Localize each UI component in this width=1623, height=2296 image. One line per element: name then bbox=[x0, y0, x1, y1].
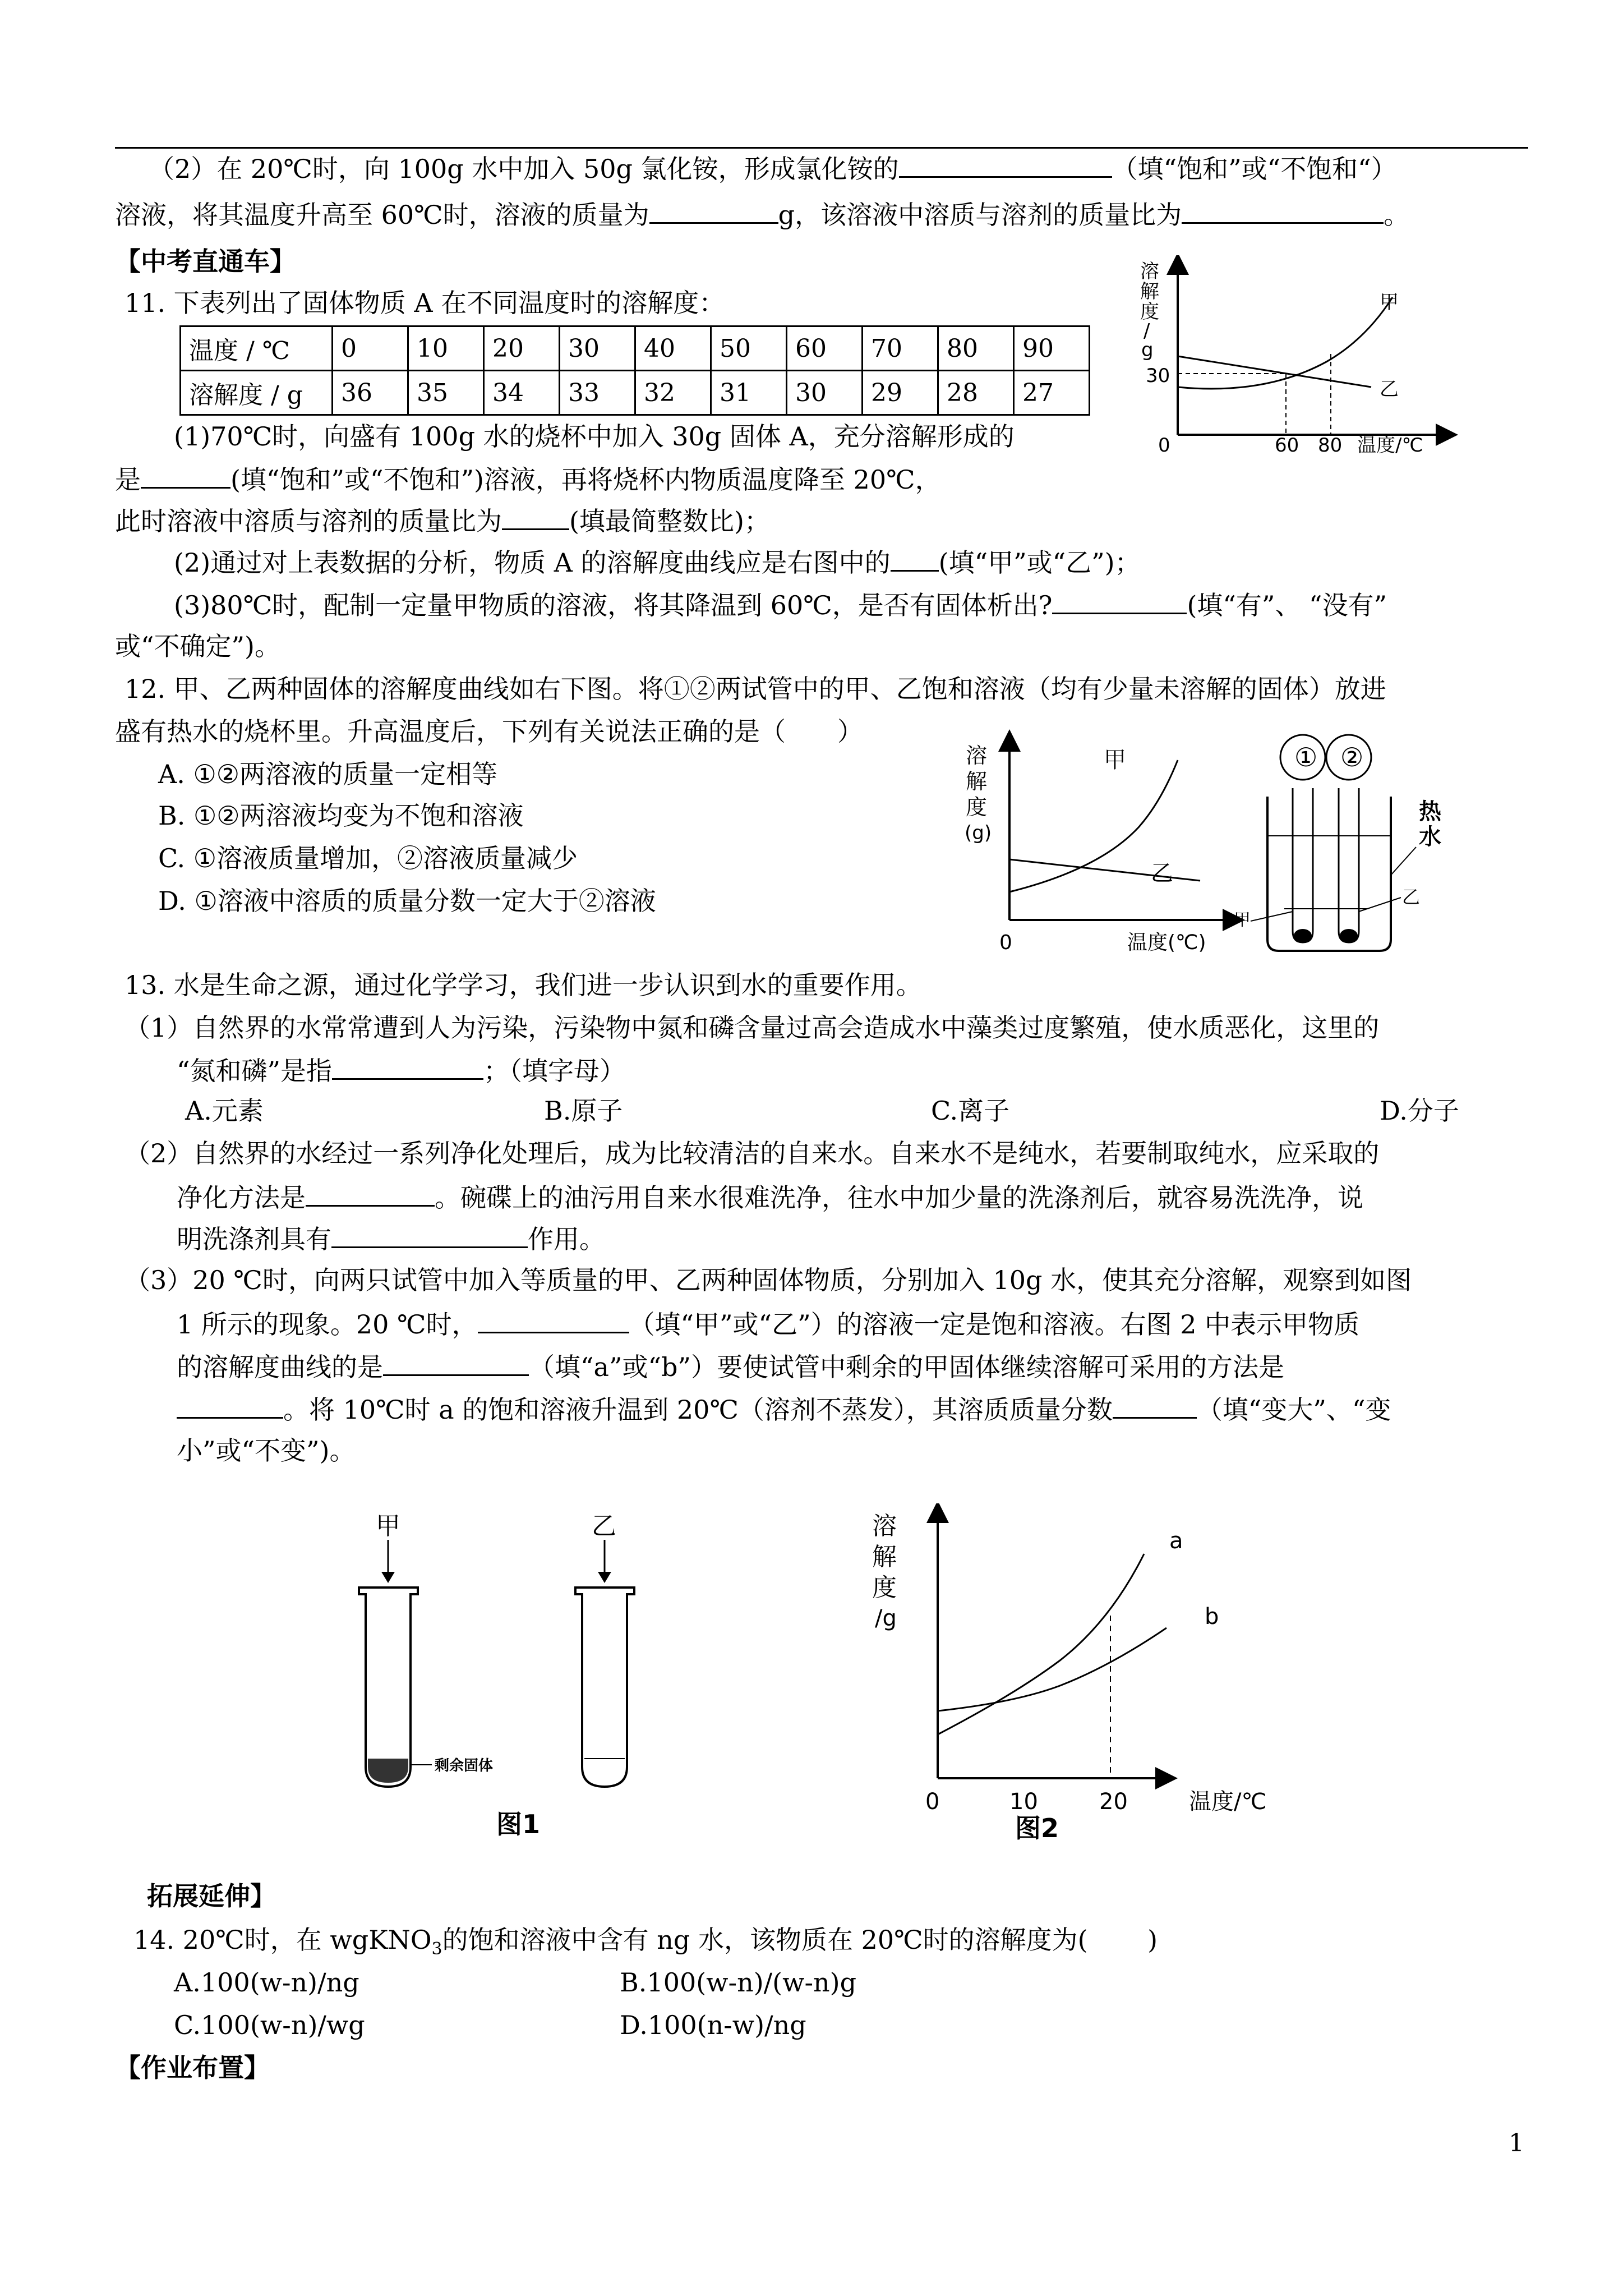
table-cell: 33 bbox=[560, 371, 635, 415]
row-label-solubility: 溶解度 / g bbox=[181, 371, 333, 415]
label-jia: 甲 bbox=[1104, 747, 1126, 773]
q12-solubility-graph bbox=[953, 729, 1245, 965]
q11-p1-line1: (1)70℃时，向盛有 100g 水的烧杯中加入 30g 固体 A，充分溶解形成的 bbox=[174, 421, 1015, 452]
figure-1-test-tubes bbox=[336, 1503, 673, 1851]
solubility-table bbox=[179, 325, 1090, 416]
svg-text:溶: 溶 bbox=[966, 743, 988, 768]
page-number: 1 bbox=[1509, 2129, 1524, 2157]
q13-p3-f: 。将 10℃时 a 的饱和溶液升温到 20℃（溶剂不蒸发），其溶质质量分数 bbox=[283, 1395, 1113, 1425]
q13-blank-5[interactable] bbox=[383, 1349, 529, 1376]
q13-p3-e: （填“a”或“b”）要使试管中剩余的甲固体继续溶解可采用的方法是 bbox=[529, 1352, 1284, 1382]
q10-text-b: （填“饱和”或“不饱和“） bbox=[1112, 154, 1397, 184]
residue-solid bbox=[368, 1759, 408, 1783]
table-cell: 30 bbox=[560, 326, 635, 371]
section-tuozhan: 拓展延伸】 bbox=[147, 1881, 276, 1911]
figure-1-caption: 图1 bbox=[496, 1809, 541, 1839]
hot-water-label-1: 热 bbox=[1419, 799, 1441, 825]
q13-blank-2[interactable] bbox=[306, 1179, 435, 1207]
tube2-label: ② bbox=[1340, 742, 1364, 772]
table-cell: 36 bbox=[333, 371, 408, 415]
table-cell: 50 bbox=[711, 326, 787, 371]
table-cell: 60 bbox=[787, 326, 863, 371]
q11-p1-d: 此时溶液中溶质与溶剂的质量比为 bbox=[115, 506, 502, 536]
label-jia: 甲 bbox=[1234, 910, 1251, 930]
x-tick-10: 10 bbox=[1009, 1789, 1038, 1815]
q12-option-a[interactable]: A. ①②两溶液的质量一定相等 bbox=[158, 759, 497, 789]
q13-option-d[interactable]: D.分子 bbox=[1380, 1096, 1459, 1126]
x-tick-60: 60 bbox=[1275, 434, 1299, 457]
figure-2-solubility-graph bbox=[830, 1503, 1312, 1851]
table-row bbox=[181, 371, 1090, 415]
q13-p2-b: 净化方法是 bbox=[177, 1182, 306, 1213]
solid-yi bbox=[1340, 929, 1358, 942]
table-cell: 70 bbox=[863, 326, 938, 371]
q11-solubility-graph bbox=[1124, 255, 1478, 468]
q13-blank-6[interactable] bbox=[177, 1391, 283, 1419]
residue-label: 剩余固体 bbox=[435, 1757, 494, 1774]
q13-p3-c: （填“甲”或“乙”）的溶液一定是饱和溶液。右图 2 中表示甲物质 bbox=[629, 1309, 1360, 1340]
q10-part2-line2 bbox=[115, 196, 1409, 232]
label-yi: 乙 bbox=[592, 1512, 616, 1540]
q11-blank-3[interactable] bbox=[891, 544, 939, 572]
q13-blank-3[interactable] bbox=[331, 1221, 528, 1248]
q13-option-b[interactable]: B.原子 bbox=[544, 1096, 623, 1126]
q13-p1-line1: （1）自然界的水常常遭到人为污染，污染物中氮和磷含量过高会造成水中藻类过度繁殖，使水质恶化，这里的 bbox=[125, 1013, 1380, 1043]
q14-subscript: 3 bbox=[431, 1939, 442, 1959]
q11-p1-line2 bbox=[115, 461, 941, 496]
table-cell: 10 bbox=[408, 326, 484, 371]
q12-option-d[interactable]: D. ①溶液中溶质的质量分数一定大于②溶液 bbox=[158, 886, 656, 916]
figure-2-caption: 图2 bbox=[1015, 1813, 1059, 1843]
label-b: b bbox=[1205, 1604, 1219, 1630]
y-axis-label bbox=[1140, 260, 1159, 361]
q13-p2-d: 明洗涤剂具有 bbox=[177, 1224, 331, 1254]
q14-stem-a: 14. 20℃时，在 wgKNO bbox=[133, 1925, 432, 1955]
q11-p1-line3 bbox=[115, 503, 770, 538]
q10-text-d: g，该溶液中溶质与溶剂的质量比为 bbox=[778, 200, 1182, 230]
q13-stem: 13. 水是生命之源，通过化学学习，我们进一步认识到水的重要作用。 bbox=[125, 970, 922, 1000]
q11-p2-a: (2)通过对上表数据的分析，物质 A 的溶解度曲线应是右图中的 bbox=[174, 547, 891, 578]
q10-part2-line1 bbox=[149, 150, 1397, 186]
table-cell: 32 bbox=[635, 371, 711, 415]
q11-p3-line1 bbox=[174, 587, 1387, 622]
q11-p2-b: (填“甲”或“乙”)； bbox=[938, 547, 1141, 578]
q11-p3-b: (填“有”、 “没有” bbox=[1187, 590, 1387, 620]
label-jia: 甲 bbox=[376, 1512, 400, 1540]
tube2 bbox=[1339, 788, 1359, 942]
table-cell: 0 bbox=[333, 326, 408, 371]
q13-p3-line3 bbox=[177, 1349, 1284, 1384]
svg-text:度: 度 bbox=[872, 1573, 897, 1602]
origin-label: 0 bbox=[925, 1789, 940, 1815]
q14-option-a[interactable]: A.100(w-n)/ng bbox=[174, 1967, 359, 1998]
q13-p3-g: （填“变大”、“变 bbox=[1196, 1395, 1391, 1425]
x-axis-label: 温度(℃) bbox=[1127, 931, 1206, 954]
q13-blank-7[interactable] bbox=[1113, 1391, 1197, 1419]
hot-water-label-2: 水 bbox=[1419, 824, 1441, 850]
row-label-temperature: 温度 / ℃ bbox=[181, 326, 333, 371]
label-yi: 乙 bbox=[1151, 861, 1173, 886]
svg-text:/g: /g bbox=[875, 1605, 897, 1631]
table-cell: 20 bbox=[484, 326, 560, 371]
pointer-jia bbox=[1251, 912, 1293, 921]
q10-text-e: 。 bbox=[1384, 200, 1410, 230]
q11-p1-b: 是 bbox=[115, 464, 141, 495]
q13-p2-line3 bbox=[177, 1221, 605, 1256]
q10-text-a: （2）在 20℃时，向 100g 水中加入 50g 氯化铵，形成氯化铵的 bbox=[149, 154, 899, 184]
svg-text:g: g bbox=[1141, 339, 1154, 361]
q12-stem-line2: 盛有热水的烧杯里。升高温度后，下列有关说法正确的是（ ） bbox=[115, 716, 863, 747]
table-cell: 90 bbox=[1014, 326, 1090, 371]
curve-b bbox=[938, 1628, 1166, 1711]
svg-text:解: 解 bbox=[872, 1543, 897, 1571]
arrow-jia-head bbox=[381, 1572, 395, 1583]
q13-p2-line1: （2）自然界的水经过一系列净化处理后，成为比较清洁的自来水。自来水不是纯水，若要制取纯水，应采取的 bbox=[125, 1138, 1380, 1168]
table-cell: 31 bbox=[711, 371, 787, 415]
q11-blank-1[interactable] bbox=[141, 461, 230, 489]
q13-p3-line2 bbox=[177, 1306, 1359, 1341]
q13-p2-line2 bbox=[177, 1179, 1363, 1214]
table-cell: 30 bbox=[787, 371, 863, 415]
label-yi: 乙 bbox=[1380, 378, 1399, 401]
y-axis-label bbox=[965, 743, 992, 844]
q13-blank-1[interactable] bbox=[332, 1052, 483, 1080]
q12-stem-line1: 12. 甲、乙两种固体的溶解度曲线如右下图。将①②两试管中的甲、乙饱和溶液（均有少量未溶解的固体）放进 bbox=[125, 674, 1386, 704]
q13-option-a[interactable]: A.元素 bbox=[185, 1096, 264, 1126]
origin-label: 0 bbox=[1158, 434, 1170, 457]
x-tick-20: 20 bbox=[1099, 1789, 1128, 1815]
svg-text:度: 度 bbox=[1140, 301, 1159, 323]
svg-text:溶: 溶 bbox=[872, 1512, 897, 1540]
table-cell: 35 bbox=[408, 371, 484, 415]
table-row bbox=[181, 326, 1090, 371]
q13-blank-4[interactable] bbox=[478, 1306, 629, 1333]
pointer-yi bbox=[1359, 898, 1401, 912]
q11-p3-a: (3)80℃时，配制一定量甲物质的溶液，将其降温到 60℃，是否有固体析出? bbox=[174, 590, 1053, 620]
q13-p2-c: 。碗碟上的油污用自来水很难洗净，往水中加少量的洗涤剂后，就容易洗洗净，说 bbox=[435, 1182, 1363, 1213]
q10-blank-3[interactable] bbox=[1182, 196, 1384, 224]
curve-jia bbox=[1178, 297, 1393, 389]
q14-option-c[interactable]: C.100(w-n)/wg bbox=[174, 2010, 365, 2040]
tube-yi bbox=[575, 1588, 634, 1787]
q11-p1-e: (填最简整数比)； bbox=[569, 506, 770, 536]
svg-text:(g): (g) bbox=[965, 822, 992, 844]
q10-blank-1[interactable] bbox=[899, 150, 1112, 178]
tube1 bbox=[1293, 788, 1313, 942]
x-axis-label: 温度/℃ bbox=[1189, 1789, 1267, 1815]
q13-p2-e: 作用。 bbox=[528, 1224, 605, 1254]
q14-option-d[interactable]: D.100(n-w)/ng bbox=[620, 2010, 806, 2040]
y-axis-label bbox=[872, 1512, 897, 1631]
table-cell: 80 bbox=[938, 326, 1014, 371]
label-a: a bbox=[1169, 1528, 1183, 1554]
q13-p3-line5: 小”或“不变”)。 bbox=[177, 1435, 356, 1466]
svg-text:/: / bbox=[1144, 320, 1150, 342]
table-cell: 40 bbox=[635, 326, 711, 371]
q14-stem-b: 的饱和溶液中含有 ng 水，该物质在 20℃时的溶解度为( ) bbox=[442, 1925, 1158, 1955]
q13-p3-d: 的溶解度曲线的是 bbox=[177, 1352, 383, 1382]
q13-p3-line4 bbox=[177, 1391, 1391, 1427]
table-cell: 29 bbox=[863, 371, 938, 415]
q13-p3-line1: （3）20 ℃时，向两只试管中加入等质量的甲、乙两种固体物质，分别加入 10g 水，使其充分溶解，观察到如图 bbox=[125, 1265, 1412, 1295]
svg-text:解: 解 bbox=[1140, 280, 1159, 303]
q10-text-c: 溶液，将其温度升高至 60℃时，溶液的质量为 bbox=[115, 200, 649, 230]
q11-blank-4[interactable] bbox=[1052, 587, 1187, 614]
q11-p1-c: (填“饱和”或“不饱和”)溶液，再将烧杯内物质温度降至 20℃， bbox=[230, 464, 941, 495]
q13-p3-b: 1 所示的现象。20 ℃时， bbox=[177, 1309, 478, 1340]
section-zuoye: 【作业布置】 bbox=[115, 2053, 270, 2083]
svg-text:解: 解 bbox=[966, 769, 988, 794]
tube1-label: ① bbox=[1294, 742, 1318, 772]
x-axis-label: 温度/℃ bbox=[1357, 434, 1423, 457]
q14-stem bbox=[133, 1923, 1158, 1966]
label-yi: 乙 bbox=[1402, 886, 1421, 908]
tube-jia bbox=[359, 1588, 418, 1787]
section-zhongkao: 【中考直通车】 bbox=[115, 246, 296, 277]
q13-p1-b: “氮和磷”是指 bbox=[177, 1056, 333, 1086]
label-jia: 甲 bbox=[1380, 291, 1399, 314]
hot-water-pointer bbox=[1391, 847, 1416, 875]
table-cell: 28 bbox=[938, 371, 1014, 415]
origin-label: 0 bbox=[999, 931, 1012, 954]
header-rule bbox=[115, 147, 1528, 149]
svg-text:溶: 溶 bbox=[1140, 260, 1159, 283]
solid-jia bbox=[1294, 929, 1312, 942]
y-tick-30: 30 bbox=[1146, 365, 1170, 387]
beaker-diagram bbox=[1234, 729, 1469, 965]
q12-option-c[interactable]: C. ①溶液质量增加，②溶液质量减少 bbox=[158, 843, 578, 873]
q13-p1-line2 bbox=[177, 1052, 625, 1088]
q11-stem: 11. 下表列出了固体物质 A 在不同温度时的溶解度： bbox=[125, 288, 725, 318]
q13-p1-c: ；（填字母） bbox=[483, 1056, 626, 1086]
table-cell: 27 bbox=[1014, 371, 1090, 415]
q12-option-b[interactable]: B. ①②两溶液均变为不饱和溶液 bbox=[158, 800, 524, 831]
beaker bbox=[1267, 797, 1391, 951]
q14-option-b[interactable]: B.100(w-n)/(w-n)g bbox=[620, 1967, 857, 1998]
q13-option-c[interactable]: C.离子 bbox=[931, 1096, 1010, 1126]
table-cell: 34 bbox=[484, 371, 560, 415]
q11-p2 bbox=[174, 544, 1141, 579]
q10-blank-2[interactable] bbox=[649, 196, 778, 224]
arrow-yi-head bbox=[598, 1572, 611, 1583]
svg-text:度: 度 bbox=[966, 795, 988, 820]
q11-p3-line2: 或“不确定”)。 bbox=[115, 631, 280, 661]
x-tick-80: 80 bbox=[1318, 434, 1343, 457]
q11-blank-2[interactable] bbox=[502, 503, 569, 530]
